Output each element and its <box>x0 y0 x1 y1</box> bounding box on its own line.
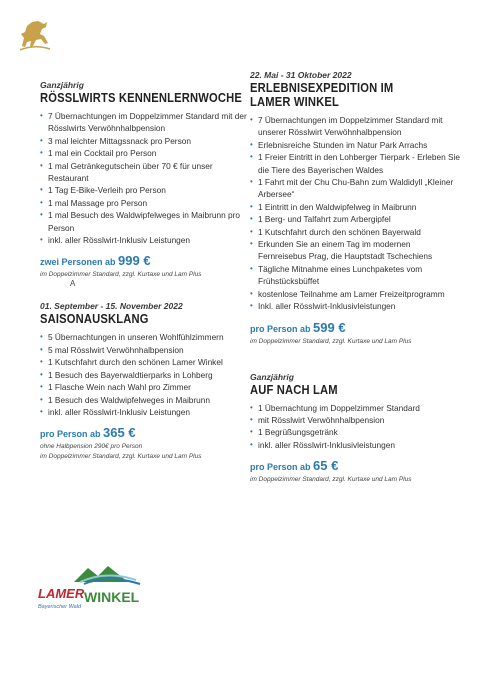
right-column <box>250 70 460 484</box>
package-auf-nach-lam <box>250 372 460 485</box>
list-item: • 1 mal Massage pro Person <box>40 197 250 209</box>
package-items <box>250 402 460 452</box>
package-price <box>40 254 250 269</box>
list-item: • 3 mal leichter Mittagssnack pro Person <box>40 135 250 147</box>
list-item: • 1 Fahrt mit der Chu Chu-Bahn zum Waldidyll „Kleiner Arbersee“ <box>250 176 460 201</box>
left-column <box>40 80 250 461</box>
price-amount: 999 € <box>118 253 151 269</box>
list-item: • mit Rösslwirt Verwöhnhalbpension <box>250 414 460 426</box>
list-item: • 1 Berg- und Talfahrt zum Arbergipfel <box>250 213 460 225</box>
package-price <box>250 321 460 336</box>
package-erlebnisexpedition <box>250 70 460 346</box>
list-item: • kostenlose Teilnahme am Lamer Freizeitprogramm <box>250 288 460 300</box>
package-season: 01. September - 15. November 2022 <box>40 301 183 312</box>
price-amount: 365 € <box>103 425 136 441</box>
list-item: • 1 mal Besuch des Waldwipfelweges in Maibrunn pro Person <box>40 209 250 234</box>
list-item: • 1 Freier Eintritt in den Lohberger Tierpark - Erleben Sie die Tiere des Bayerischen Waldes <box>250 151 460 176</box>
price-amount: 65 € <box>313 458 339 474</box>
list-item: • 1 mal ein Cocktail pro Person <box>40 147 250 159</box>
list-item: • Inkl. aller Rösslwirt-Inklusivleistungen <box>250 300 460 312</box>
logo-tagline: Bayerischer Wald <box>38 604 81 610</box>
package-season: Ganzjährig <box>250 371 294 382</box>
price-note: im Doppelzimmer Standard, zzgl. Kurtaxe und Lam Plus <box>40 453 202 461</box>
package-items <box>40 110 250 246</box>
price-amount: 599 € <box>313 319 346 335</box>
list-item: • inkl. aller Rösslwirt-Inklusiv Leistungen <box>40 406 250 418</box>
list-item: • 5 Übernachtungen in unseren Wohlfühlzimmern <box>40 331 250 343</box>
package-season: Ganzjährig <box>40 80 84 90</box>
price-note: im Doppelzimmer Standard, zzgl. Kurtaxe und Lam Plus <box>250 337 412 345</box>
list-item: • 1 Eintritt in den Waldwipfelweg in Maibrunn <box>250 201 460 213</box>
list-item: • 1 Besuch des Bayerwaldtierparks in Lohberg <box>40 369 250 381</box>
price-prefix: pro Person ab <box>250 462 311 473</box>
package-title: SAISONAUSKLANG <box>40 311 149 327</box>
package-season: 22. Mai - 31 Oktober 2022 <box>250 70 352 80</box>
list-item: • Erkunden Sie an einem Tag im modernen Fernreisebus Prag, die Hauptstadt Tschechiens <box>250 238 460 263</box>
list-item: • 1 Kutschfahrt durch den schönen Bayerwald <box>250 226 460 238</box>
list-item: • inkl. aller Rösslwirt-Inklusivleistungen <box>250 439 460 451</box>
package-title: AUF NACH LAM <box>250 381 338 397</box>
list-item: • 1 Flasche Wein nach Wahl pro Zimmer <box>40 381 250 393</box>
price-note: ohne Halbpension 290€ pro Person <box>40 443 143 451</box>
package-items <box>40 331 250 418</box>
package-price <box>250 459 460 474</box>
price-prefix: pro Person ab <box>250 323 311 334</box>
list-item: • 5 mal Rösslwirt Verwöhnhalbpension <box>40 344 250 356</box>
list-item: • Tägliche Mitnahme eines Lunchpaketes vom Frühstücksbüffet <box>250 263 460 288</box>
package-title: ERLEBNISEXPEDITION IM LAMER WINKEL <box>250 80 394 109</box>
price-prefix: pro Person ab <box>40 429 101 440</box>
list-item: • 7 Übernachtungen im Doppelzimmer Standard mit der Rösslwirts Verwöhnhalbpension <box>40 110 250 135</box>
list-item: • 1 Tag E-Bike-Verleih pro Person <box>40 184 250 196</box>
package-price <box>40 426 250 441</box>
package-title: RÖSSLWIRTS KENNENLERNWOCHE <box>40 90 242 105</box>
list-item: • inkl. aller Rösslwirt-Inklusiv Leistungen <box>40 234 250 246</box>
list-item: • 1 Kutschfahrt durch den schönen Lamer Winkel <box>40 356 250 368</box>
price-note: im Doppelzimmer Standard, zzgl. Kurtaxe und Lam Plus <box>40 271 202 279</box>
list-item: • 1 Begrüßungsgetränk <box>250 426 460 438</box>
logo-word-lamer: LAMER <box>38 586 85 601</box>
package-kennenlernwoche <box>40 80 250 288</box>
lamer-winkel-logo <box>36 560 146 614</box>
list-item: • 1 mal Getränkegutschein über 70 € für unser Restaurant <box>40 160 250 185</box>
price-prefix: zwei Personen ab <box>40 257 116 268</box>
package-saisonausklang <box>40 301 250 461</box>
stray-mark: A <box>70 279 76 289</box>
list-item: • 1 Besuch des Waldwipfelweges in Maibrunn <box>40 394 250 406</box>
list-item: • Erlebnisreiche Stunden im Natur Park Arrachs <box>250 139 460 151</box>
list-item: • 7 Übernachtungen im Doppelzimmer Standard mit unserer Rösslwirt Verwöhnhalbpension <box>250 114 460 139</box>
horse-icon <box>14 16 54 56</box>
logo-word-winkel: WINKEL <box>84 589 140 605</box>
package-items <box>250 114 460 313</box>
list-item: • 1 Übernachtung im Doppelzimmer Standard <box>250 402 460 414</box>
price-note: im Doppelzimmer Standard, zzgl. Kurtaxe und Lam Plus <box>250 476 412 484</box>
